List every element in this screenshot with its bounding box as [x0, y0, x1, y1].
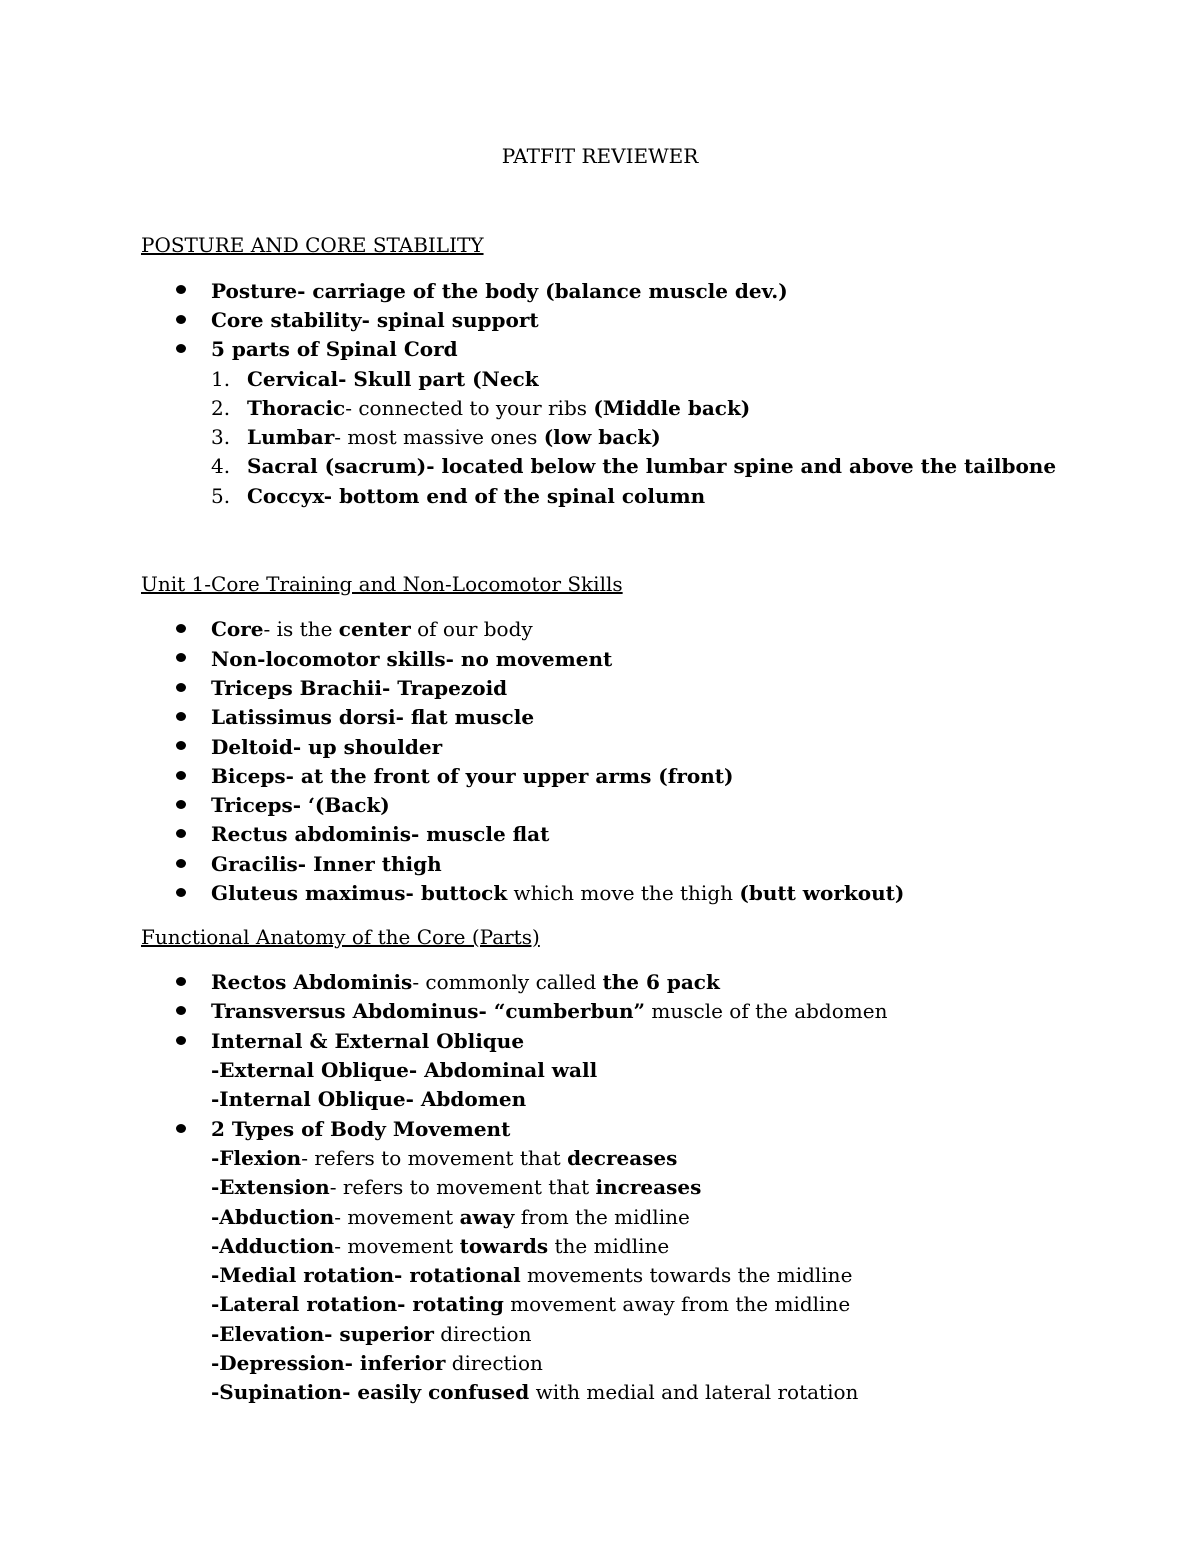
bullet-item [211, 645, 612, 674]
numbered-item [247, 365, 539, 394]
bold-text-run: (butt workout) [739, 881, 905, 905]
text-run: - most massive ones [334, 425, 544, 449]
bullet-icon [176, 315, 186, 324]
text-run: muscle of the abdomen [645, 999, 888, 1023]
bullet-item [211, 615, 533, 644]
bullet-item [211, 703, 534, 732]
bullet-icon [176, 683, 186, 692]
bold-text-run: -Flexion [211, 1146, 302, 1170]
text-run: - connected to your ribs [345, 396, 594, 420]
sub-item [211, 1261, 852, 1290]
list-number: 4. [211, 454, 231, 478]
sub-item [211, 1290, 850, 1319]
section-heading-posture: POSTURE AND CORE STABILITY [141, 233, 484, 257]
bold-text-run: -Depression- inferior [211, 1351, 446, 1375]
text-run: - refers to movement that [301, 1146, 568, 1170]
text-run: with medial and lateral rotation [529, 1380, 859, 1404]
bold-text-run: Transversus Abdominus- “cumberbun” [211, 999, 646, 1023]
bullet-icon [176, 653, 186, 662]
bold-text-run: center [338, 617, 411, 641]
bold-text-run: (low back) [543, 425, 661, 449]
section-heading-unit1: Unit 1-Core Training and Non-Locomotor Skills [141, 572, 623, 596]
text-run: - is the [263, 617, 339, 641]
bold-text-run: decreases [567, 1146, 678, 1170]
text-run: - movement [334, 1234, 460, 1258]
bold-text-run: -External Oblique- Abdominal wall [211, 1058, 598, 1082]
bullet-icon [176, 1036, 186, 1045]
bullet-item [211, 791, 390, 820]
text-run: direction [433, 1322, 532, 1346]
bullet-icon [176, 800, 186, 809]
list-number: 5. [211, 484, 231, 508]
text-run: - commonly called [412, 970, 603, 994]
bold-text-run: Rectos Abdominis [211, 970, 413, 994]
numbered-item [247, 482, 705, 511]
bold-text-run: Core [211, 617, 264, 641]
bold-text-run: Triceps- ‘(Back) [211, 793, 390, 817]
bullet-item [211, 306, 539, 335]
bold-text-run: Core stability- spinal support [211, 308, 539, 332]
section-heading-functional-anatomy: Functional Anatomy of the Core (Parts) [141, 925, 540, 949]
numbered-item [247, 452, 1056, 481]
bullet-icon [176, 1124, 186, 1133]
sub-item [211, 1378, 858, 1407]
bold-text-run: -Lateral rotation- rotating [211, 1292, 504, 1316]
bullet-item [211, 277, 788, 306]
bold-text-run: towards [459, 1234, 549, 1258]
bullet-item [211, 968, 720, 997]
bold-text-run: Rectus abdominis- muscle flat [211, 822, 550, 846]
text-run: of our body [410, 617, 533, 641]
bullet-item [211, 1115, 510, 1144]
bold-text-run: -Elevation- superior [211, 1322, 434, 1346]
text-run: from the midline [514, 1205, 690, 1229]
bold-text-run: -Abduction [211, 1205, 335, 1229]
bold-text-run: -Adduction [211, 1234, 335, 1258]
bullet-item [211, 335, 458, 364]
bold-text-run: Latissimus dorsi- flat muscle [211, 705, 535, 729]
bold-text-run: Gluteus maximus- buttock [211, 881, 508, 905]
bullet-icon [176, 859, 186, 868]
text-run: movement away from the midline [503, 1292, 851, 1316]
bold-text-run: (Middle back) [593, 396, 751, 420]
bullet-icon [176, 712, 186, 721]
bold-text-run: Gracilis- Inner thigh [211, 852, 442, 876]
text-run: the midline [548, 1234, 670, 1258]
bullet-item [211, 850, 442, 879]
bullet-icon [176, 624, 186, 633]
bold-text-run: Cervical- Skull part (Neck [247, 367, 539, 391]
bold-text-run: -Supination- easily confused [211, 1380, 530, 1404]
bold-text-run: increases [595, 1175, 702, 1199]
text-run: - refers to movement that [329, 1175, 596, 1199]
bullet-item [211, 879, 904, 908]
bullet-item [211, 820, 549, 849]
bold-text-run: Biceps- at the front of your upper arms (front) [211, 764, 734, 788]
bold-text-run: Internal & External Oblique [211, 1029, 525, 1053]
bullet-icon [176, 977, 186, 986]
bullet-icon [176, 285, 186, 294]
bullet-item [211, 762, 733, 791]
bullet-item [211, 674, 507, 703]
sub-item [211, 1203, 690, 1232]
sub-item [211, 1349, 543, 1378]
numbered-item [247, 394, 750, 423]
numbered-item [247, 423, 661, 452]
bullet-icon [176, 888, 186, 897]
bold-text-run: Posture- carriage of the body (balance muscle dev.) [211, 279, 788, 303]
text-run: direction [445, 1351, 543, 1375]
text-run: movements towards the midline [520, 1263, 853, 1287]
bullet-item [211, 733, 442, 762]
bold-text-run: -Medial rotation- rotational [211, 1263, 521, 1287]
bullet-icon [176, 741, 186, 750]
sub-item [211, 1056, 597, 1085]
bold-text-run: -Internal Oblique- Abdomen [211, 1087, 527, 1111]
text-run: which move the thigh [507, 881, 740, 905]
bullet-icon [176, 829, 186, 838]
text-run: - movement [334, 1205, 460, 1229]
bold-text-run: Non-locomotor skills- no movement [211, 647, 613, 671]
bullet-icon [176, 344, 186, 353]
bullet-icon [176, 1006, 186, 1015]
bold-text-run: Triceps Brachii- Trapezoid [211, 676, 508, 700]
sub-item [211, 1232, 669, 1261]
list-number: 1. [211, 367, 231, 391]
bold-text-run: Thoracic [247, 396, 346, 420]
sub-item [211, 1144, 677, 1173]
list-number: 2. [211, 396, 231, 420]
bold-text-run: 5 parts of Spinal Cord [211, 337, 458, 361]
bold-text-run: Deltoid- up shoulder [211, 735, 443, 759]
bullet-item [211, 1027, 524, 1056]
sub-item [211, 1173, 701, 1202]
list-number: 3. [211, 425, 231, 449]
page-title: PATFIT REVIEWER [501, 144, 699, 168]
bold-text-run: Lumbar [247, 425, 335, 449]
bullet-item [211, 997, 887, 1026]
bold-text-run: 2 Types of Body Movement [211, 1117, 511, 1141]
bold-text-run: Sacral (sacrum)- located below the lumbar spine and above the tailbone [247, 454, 1057, 478]
sub-item [211, 1085, 526, 1114]
bold-text-run: Coccyx- bottom end of the spinal column [247, 484, 706, 508]
bold-text-run: the 6 pack [602, 970, 720, 994]
sub-item [211, 1320, 531, 1349]
bold-text-run: -Extension [211, 1175, 330, 1199]
bullet-icon [176, 771, 186, 780]
bold-text-run: away [459, 1205, 515, 1229]
